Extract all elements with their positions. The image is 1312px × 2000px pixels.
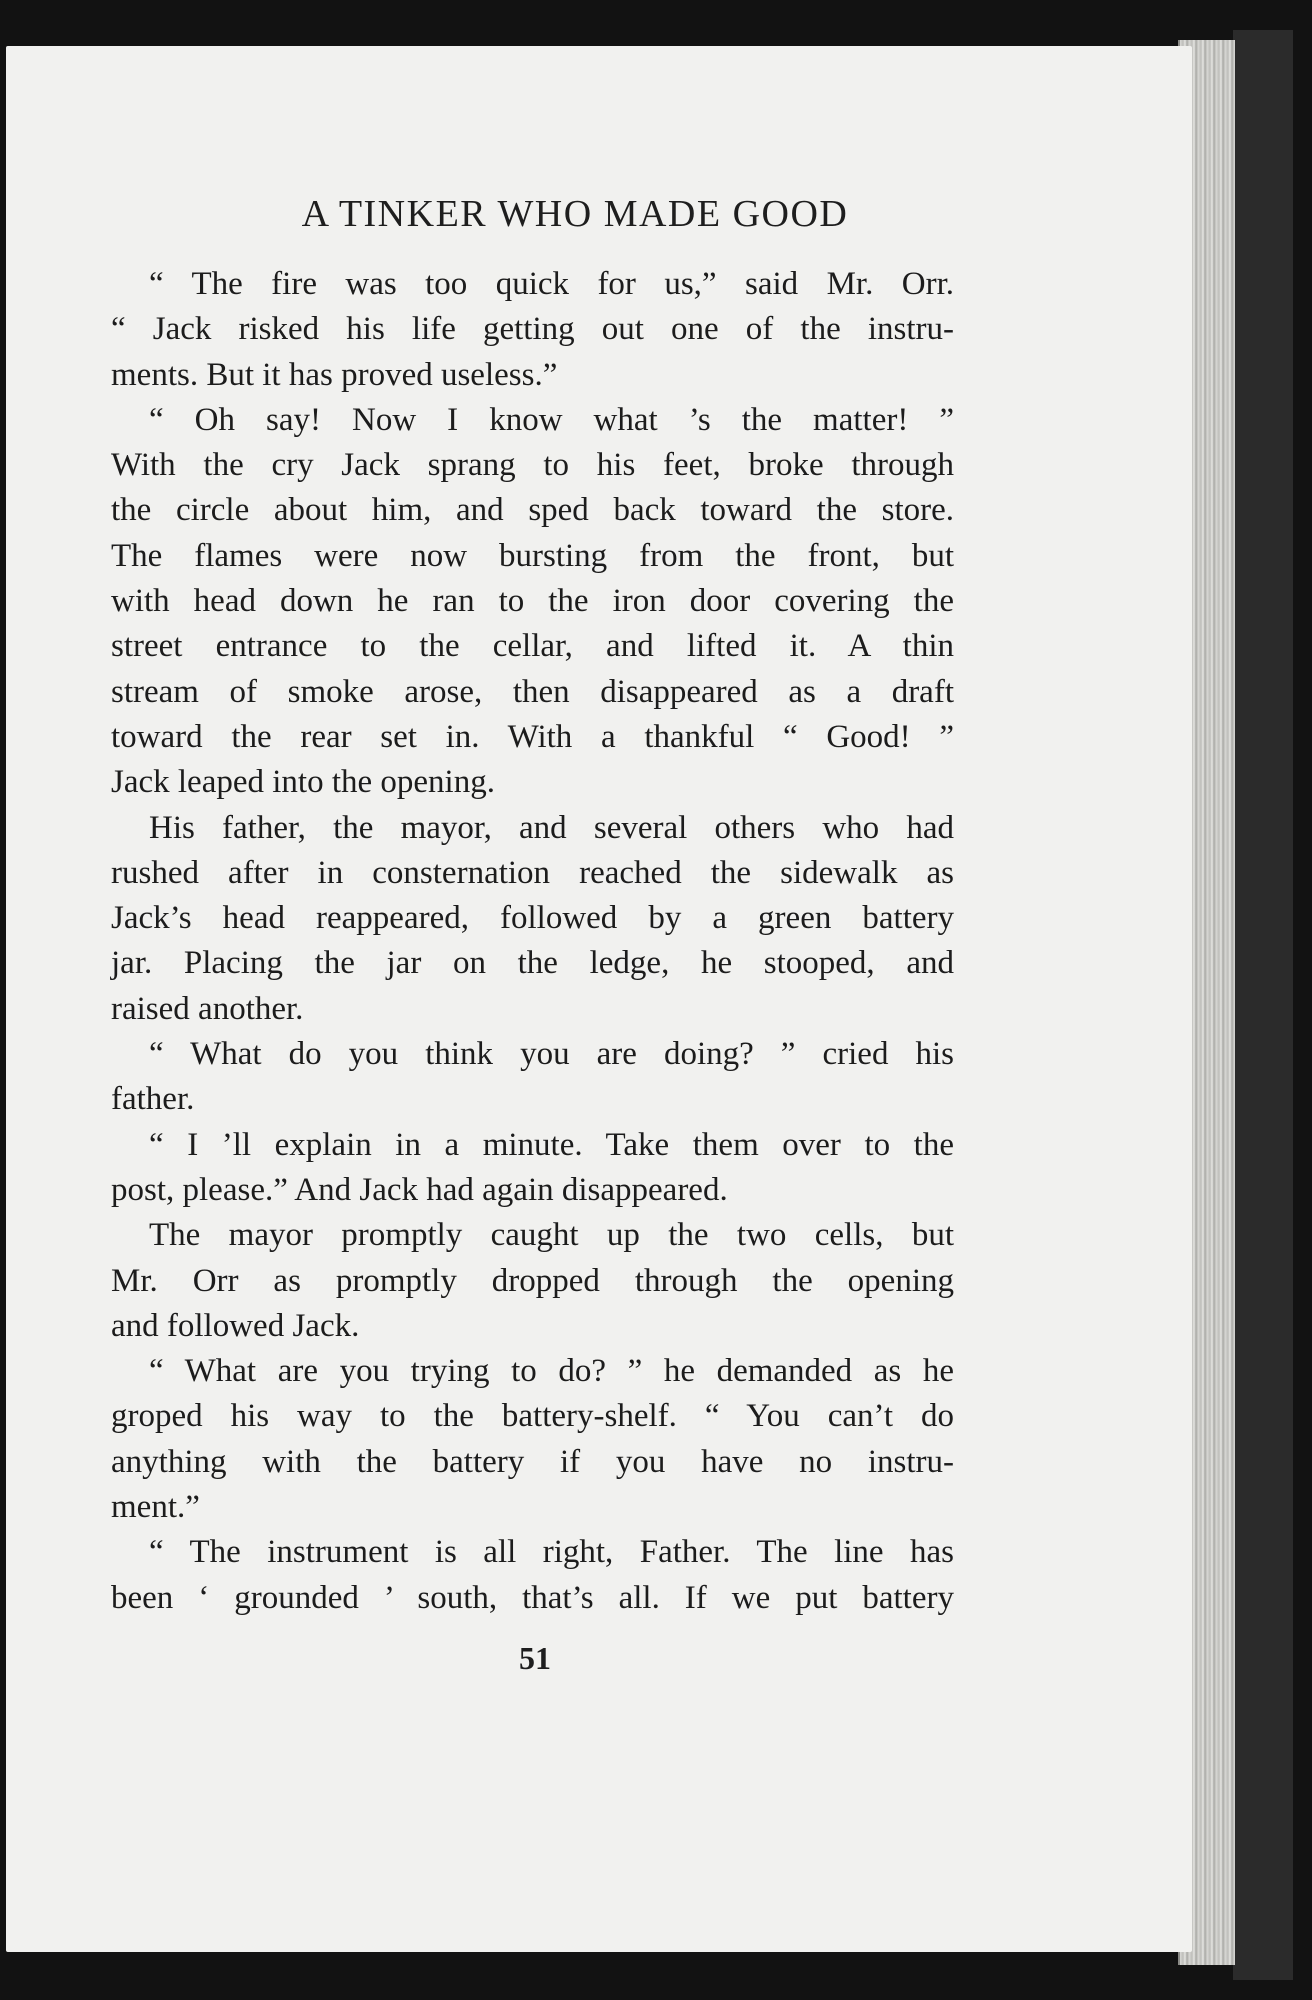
running-head: A TINKER WHO MADE GOOD <box>301 193 849 235</box>
text-line: His father, the mayor, and several others who had <box>149 809 954 846</box>
text-line: The flames were now bursting from the front, but <box>111 537 954 574</box>
page-number: 51 <box>519 1640 551 1676</box>
text-line: and followed Jack. <box>111 1307 360 1344</box>
text-line: The mayor promptly caught up the two cells, but <box>149 1217 954 1254</box>
text-line: “ The fire was too quick for us,” said Mr. Orr. <box>149 266 954 302</box>
text-line: “ The instrument is all right, Father. The line has <box>149 1534 954 1571</box>
text-line: ments. But it has proved useless.” <box>111 356 558 393</box>
body-text <box>111 262 954 1621</box>
text-line: father. <box>111 1081 195 1118</box>
text-line: post, please.” And Jack had again disappeared. <box>111 1171 728 1208</box>
text-line: Jack leaped into the opening. <box>111 764 495 801</box>
text-line: Mr. Orr as promptly dropped through the opening <box>111 1262 954 1299</box>
text-line: “ What are you trying to do? ” he demanded as he <box>149 1353 954 1390</box>
text-line: with head down he ran to the iron door covering the <box>111 583 954 620</box>
text-line: “ Oh say! Now I know what ’s the matter! ” <box>149 401 954 438</box>
text-line: the circle about him, and sped back toward the store. <box>111 492 954 529</box>
book-cover-edge <box>1233 30 1293 1980</box>
text-line: toward the rear set in. With a thankful “ Good! ” <box>111 718 954 755</box>
text-line: rushed after in consternation reached the sidewalk as <box>111 854 954 891</box>
text-line: groped his way to the battery-shelf. “ You can’t do <box>111 1398 954 1435</box>
text-line: anything with the battery if you have no instru- <box>111 1443 954 1480</box>
text-line: been ‘ grounded ’ south, that’s all. If we put battery <box>111 1579 954 1616</box>
text-line: jar. Placing the jar on the ledge, he stooped, and <box>111 945 954 982</box>
text-line: stream of smoke arose, then disappeared as a draft <box>111 673 954 710</box>
text-line: ment.” <box>111 1489 200 1526</box>
text-line: “ What do you think you are doing? ” cried his <box>149 1036 954 1073</box>
text-line: street entrance to the cellar, and lifted it. A thin <box>111 628 954 665</box>
text-line: “ Jack risked his life getting out one of the instru- <box>111 311 954 348</box>
text-line: raised another. <box>111 990 304 1027</box>
text-line: With the cry Jack sprang to his feet, broke through <box>111 447 954 484</box>
text-line: Jack’s head reappeared, followed by a green battery <box>111 900 954 937</box>
text-line: “ I ’ll explain in a minute. Take them over to the <box>149 1126 954 1163</box>
